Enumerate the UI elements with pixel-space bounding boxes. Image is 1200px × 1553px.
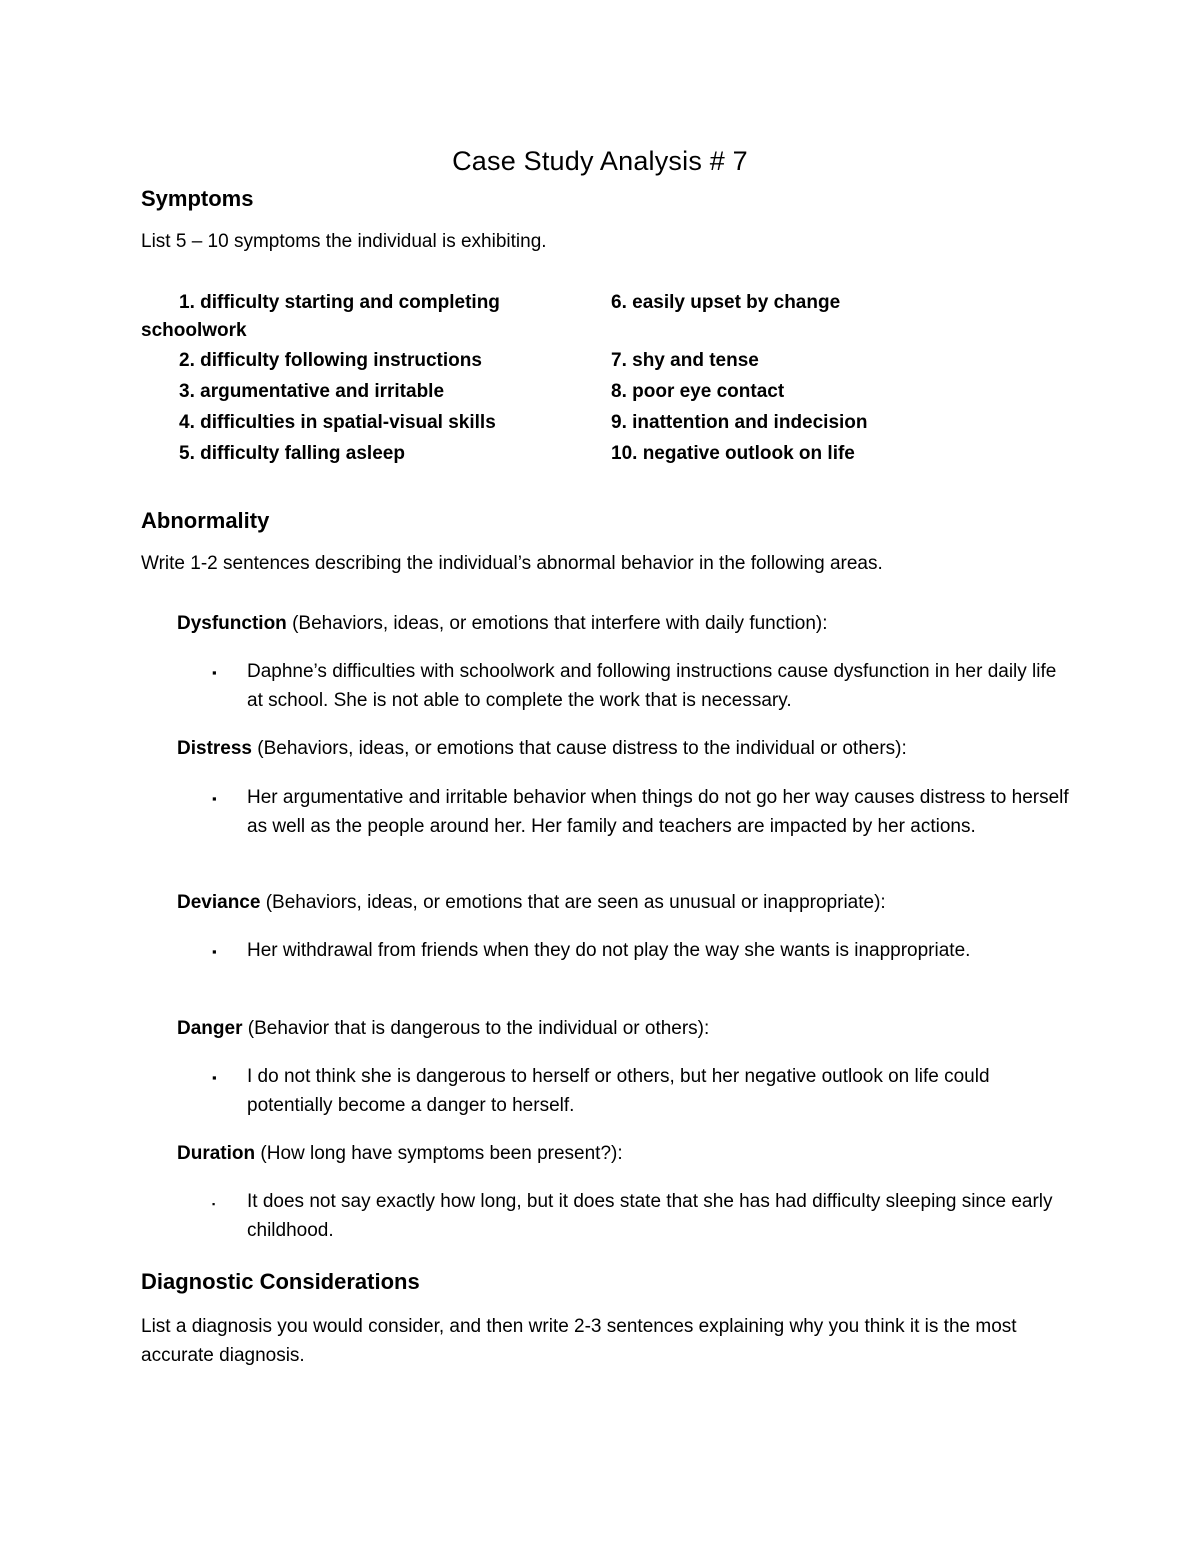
dysfunction-description: (Behaviors, ideas, or emotions that interfere with daily function): bbox=[292, 613, 828, 634]
symptom-item-9: 9. inattention and indecision bbox=[611, 412, 868, 433]
symptom-item-6: 6. easily upset by change bbox=[611, 292, 841, 313]
symptom-item-5: 5. difficulty falling asleep bbox=[179, 443, 405, 464]
dysfunction-label bbox=[177, 613, 828, 635]
symptoms-heading: Symptoms bbox=[141, 186, 254, 211]
symptom-item-7: 7. shy and tense bbox=[611, 350, 759, 371]
danger-answer: I do not think she is dangerous to herself or others, but her negative outlook on life could potentially become a danger to herself. bbox=[247, 1066, 990, 1116]
symptom-item-10: 10. negative outlook on life bbox=[611, 443, 855, 464]
symptom-item-8: 8. poor eye contact bbox=[611, 381, 785, 402]
page-title: Case Study Analysis # 7 bbox=[452, 146, 748, 176]
deviance-label bbox=[177, 892, 886, 914]
symptoms-instruction: List 5 – 10 symptoms the individual is exhibiting. bbox=[141, 231, 547, 252]
symptom-item-3: 3. argumentative and irritable bbox=[179, 381, 445, 402]
bullet-icon: ▪ bbox=[212, 944, 217, 959]
abnormality-heading: Abnormality bbox=[141, 508, 270, 533]
bullet-icon: ▪ bbox=[212, 665, 217, 680]
symptom-item-4: 4. difficulties in spatial-visual skills bbox=[179, 412, 496, 433]
bullet-icon: ▪ bbox=[212, 1070, 217, 1085]
diagnostic-instruction: List a diagnosis you would consider, and then write 2-3 sentences explaining why you think it is the most accurate diagnosis. bbox=[141, 1316, 1017, 1366]
danger-description: (Behavior that is dangerous to the individual or others): bbox=[247, 1018, 710, 1039]
dysfunction-term: Dysfunction bbox=[177, 613, 287, 634]
bullet-icon: ▪ bbox=[212, 791, 217, 806]
duration-term: Duration bbox=[177, 1143, 256, 1164]
deviance-term: Deviance bbox=[177, 892, 261, 913]
duration-answer: It does not say exactly how long, but it does state that she has had difficulty sleeping since early childhood. bbox=[247, 1191, 1053, 1241]
danger-term: Danger bbox=[177, 1018, 243, 1039]
distress-label bbox=[177, 738, 907, 760]
bullet-icon: ▪ bbox=[212, 1199, 216, 1209]
symptom-item-1: 1. difficulty starting and completing bbox=[179, 292, 500, 313]
abnormality-instruction: Write 1-2 sentences describing the individual’s abnormal behavior in the following areas. bbox=[141, 553, 883, 574]
distress-answer: Her argumentative and irritable behavior when things do not go her way causes distress to herself as well as the people around her. Her family and teachers are impacted by her actions. bbox=[247, 787, 1069, 837]
deviance-answer: Her withdrawal from friends when they do not play the way she wants is inappropriate. bbox=[247, 940, 971, 961]
symptom-item-2: 2. difficulty following instructions bbox=[179, 350, 482, 371]
deviance-description: (Behaviors, ideas, or emotions that are seen as unusual or inappropriate): bbox=[265, 892, 886, 913]
duration-description: (How long have symptoms been present?): bbox=[260, 1143, 623, 1164]
distress-term: Distress bbox=[177, 738, 252, 759]
dysfunction-answer: Daphne’s difficulties with schoolwork and following instructions cause dysfunction in her daily life at school. She is not able to complete the work that is necessary. bbox=[247, 661, 1057, 711]
distress-description: (Behaviors, ideas, or emotions that cause distress to the individual or others): bbox=[257, 738, 907, 759]
danger-label bbox=[177, 1018, 709, 1040]
diagnostic-heading: Diagnostic Considerations bbox=[141, 1269, 420, 1294]
symptom-item-1-continued: schoolwork bbox=[141, 320, 247, 341]
duration-label bbox=[177, 1143, 623, 1165]
